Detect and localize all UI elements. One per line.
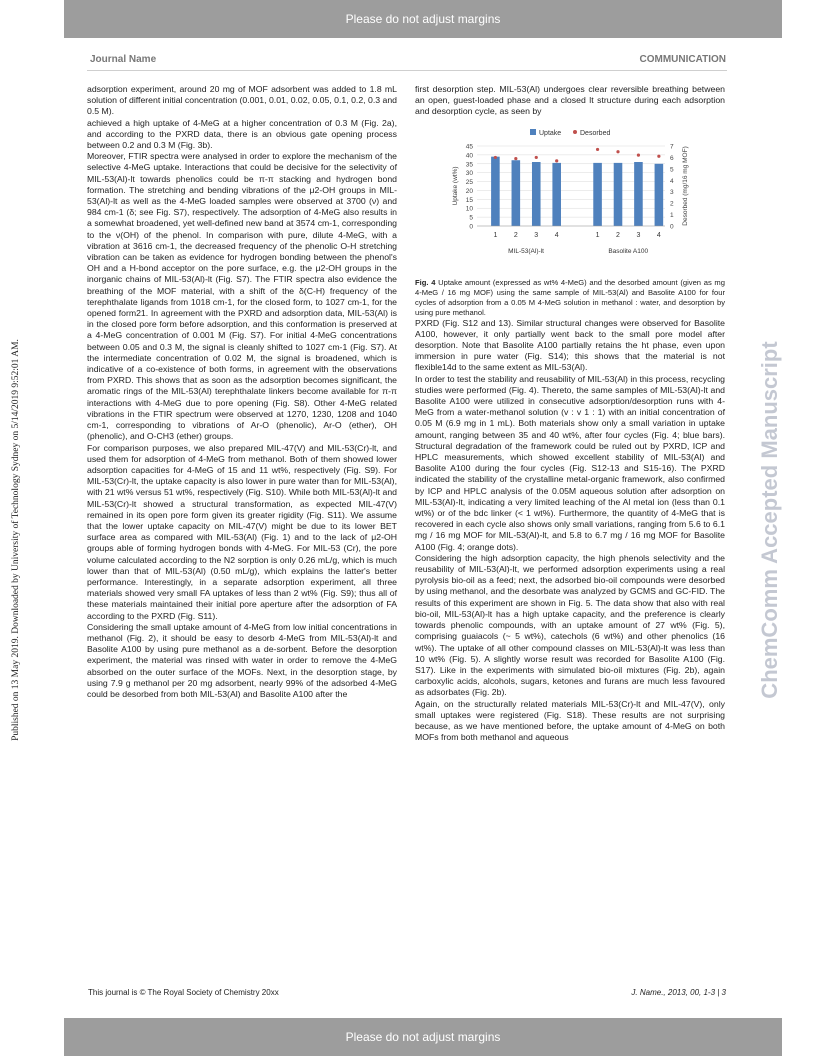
journal-name: Journal Name	[90, 54, 157, 65]
bottom-margin-note: Please do not adjust margins	[345, 1030, 501, 1044]
y-tick-label: 35	[465, 160, 473, 168]
desorbed-point	[616, 150, 619, 153]
figure-caption	[415, 278, 725, 318]
y2-tick-label: 3	[670, 188, 674, 196]
paragraph: Again, on the structurally related materials MIL-53(Cr)-lt and MIL-47(V), only small uptakes were registered (Fig. S18). These results are not surprising because, as we have mentioned before, the uptake amount of 4-MeG on both MOFs from both methanol and aqueous	[415, 698, 725, 743]
legend-desorbed-label: Desorbed	[580, 129, 611, 137]
x-tick-label: 4	[554, 231, 559, 239]
bottom-margin-bar	[64, 1018, 782, 1056]
paragraph: adsorption experiment, around 20 mg of MOF adsorbent was added to 1.8 mL solution of different initial concentration (0.001, 0.01, 0.02, 0.05, 0.1, 0.2, 0.3 and 0.5 M).	[87, 84, 397, 117]
y-tick-label: 10	[465, 205, 473, 213]
page-citation: J. Name., 2013, 00, 1-3 | 3	[631, 988, 726, 997]
paragraph: Considering the small uptake amount of 4-MeG from low initial concentrations in methanol (Fig. 2), it should be easy to desorb 4-MeG from MIL-53(Al)-lt and Basolite A100 by using pure methanol as a de-sorbent. Before the desorption experiment, the material was rinsed with water in order to remove the 4-MeG absorbed on the outer surface of the MOFs. Next, in the desorption stage, by using 7.9 g methanol per 20 mg adsorbent, nearly 99% of the adsorbed 4-MeG could be desorbed from both MIL-53(Al) and Basolite A100 after the	[87, 621, 397, 699]
paragraph: For comparison purposes, we also prepared MIL-47(V) and MIL-53(Cr)-lt, and used them for adsorption of 4-MeG from methanol. Both of them showed lower adsorption capacities for 4-MeG of 15 and 11 wt%, respectively (Fig. S9). For MIL-53(Cr)-lt, the uptake capacity is also lower in pure water than for MIL-53(Al), with 21 wt% versus 51 wt%, respectively (Fig. S10). While both MIL-53(Al)-lt and MIL-53(Cr)-lt showed a structural transformation, as expected MIL-47(V) remained in its open pore form given its greater rigidity (Fig. S11). We assume that the lower uptake capacity on MIL-47(V) might be due to its lower BET surface area as compared with MIL-53(Al) (Fig. 1) and to the lack of μ2-OH groups able of forming hydrogen bonds with 4-MeG. For MIL-53 (Cr), the pore volume calculated according to the N2 sorption is only 0.26 mL/g, which is much lower than that of MIL-53(Al) (0.50 mL/g), which explains the latter's better performance. Interestingly, in a separate adsorption experiment, all three materials showed very small FA uptakes of less than 2 wt% (Fig. S9); thus all of these materials maintained their initial pore aperture after the adsorption of FA according to the PXRD (Fig. S11).	[87, 442, 397, 621]
paragraph: PXRD (Fig. S12 and 13). Similar structural changes were observed for Basolite A100, however, it only partially went back to the small pore model after desorption. Note that Basolite A100 partially retains the ht phase, even upon immersion in pure water (Fig. S14); this shows that the material is not flexible14d to the same extent as MIL-53(Al).	[415, 317, 725, 373]
y2-tick-label: 7	[670, 143, 674, 151]
legend-desorbed-swatch	[573, 130, 577, 134]
top-margin-bar	[64, 0, 782, 38]
y2-tick-label: 2	[670, 200, 674, 208]
desorbed-point	[494, 155, 497, 158]
group-label: MIL-53(Al)-lt	[508, 247, 544, 255]
y-tick-label: 0	[469, 223, 473, 231]
figure-caption-text: Uptake amount (expressed as wt% 4-MeG) and the desorbed amount (given as mg 4-MeG / 16 mg MOF) using the same sample of MIL-53(Al) and Basolite A100 for four cycles of adsorption from a 0.05 M 4-MeG solution in methanol : water, and desorption by using pure methanol.	[415, 277, 725, 317]
uptake-bar	[512, 160, 521, 226]
uptake-bar	[593, 162, 602, 225]
y-tick-label: 15	[465, 196, 473, 204]
paragraph: Moreover, FTIR spectra were analysed in order to explore the mechanism of the selective 4-MeG uptake. Interactions that could be decisive for the selectivity of MIL-53(Al)-lt towards phenolics could be π-π stacking and hydrogen bond formation. The stretching and bending vibrations of the μ2-OH groups in MIL-53(Al)-lt as well as the 4-MeG loaded samples were observed at 3700 (ν) and 984 cm-1 (δ; see Fig. S7), respectively. The adsorption of 4-MeG also results in a somewhat broadened, yet well-defined new band at 3574 cm-1, corresponding to the ν(OH) of the phenol. In comparison with pure, dilute 4-MeG, with a vibration at 3616 cm-1, the decreased frequency of the phenolic O-H stretching vibration can be taken as evidence for hydrogen bonding between the phenol's OH and a H-bond acceptor on the pore surface, e.g. the μ2-OH groups in the inorganic chains of MIL-53(Al)-lt (Fig. S7). The FTIR spectra also evidence the breathing of the MOF material, with a shift of the δ(C-H) frequency of the terephthalate ligands from 1018 cm-1, for the closed form, to 1027 cm-1, for the opened form21. In agreement with the PXRD and adsorption data, MIL-53(Al) is in the closed pore form before adsorption, and this conformation is preserved at a 4-MeG concentration of 0.001 M (Fig. S7). For initial 4-MeG concentrations between 0.05 and 0.3 M, the signal is cleanly shifted to 1027 cm-1 (Fig. S7). At the intermediate concentration of 0.02 M, the signal is broadened, which is indicative of a co-existence of both forms, in agreement with the observations from PXRD. This shows that as soon as the adsorption becomes significant, the aromatic rings of the MIL-53(Al) terephthalate linkers become available for π-π interactions with 4-MeG due to pore opening (Fig. S8). Other 4-MeG related vibrations in the FTIR spectrum were observed at 1270, 1230, 1208 and 1040 cm-1, corresponding to vibrations of Ar-O (phenolic), Ar-O (ether), OH (phenolic), and O-CH3 (ether) groups.	[87, 151, 397, 442]
desorbed-point	[535, 155, 538, 158]
copyright-footer: This journal is © The Royal Society of Chemistry 20xx	[88, 988, 279, 997]
right-column	[415, 84, 725, 743]
header-divider	[87, 70, 727, 71]
desorbed-point	[596, 147, 599, 150]
top-margin-note: Please do not adjust margins	[345, 12, 501, 26]
desorbed-point	[637, 153, 640, 156]
x-tick-label: 1	[493, 231, 498, 239]
section-label: COMMUNICATION	[639, 54, 726, 65]
x-tick-label: 4	[656, 231, 661, 239]
x-tick-label: 2	[513, 231, 518, 239]
y-tick-label: 20	[465, 187, 473, 195]
y2-tick-label: 5	[670, 165, 674, 173]
y-tick-label: 45	[465, 143, 473, 151]
y-tick-label: 5	[469, 214, 473, 222]
y-tick-label: 40	[465, 151, 473, 159]
paragraph: In order to test the stability and reusability of MIL-53(Al) in this process, recycling studies were performed (Fig. 4). Thereto, the same samples of MIL-53(Al)-lt and Basolite A100 were utilized in consecutive adsorption/desorption runs with 4-MeG from a water-methanol solution (v : v 1 : 1) with an initial concentration of 0.05 M (6.9 mg in 1 mL). Both materials show only a small variation in uptake amount, ranging between 35 and 40 wt%, after four cycles (Fig. 4; blue bars). Structural degradation of the framework could be ruled out by PXRD, ICP and HPLC measurements, which showed excellent stability of MIL-53(Al) and Basolite A100 during the four cycles (Fig. S12-13 and S15-16). The PXRD indicated the stability of the crystalline metal-organic framework, also confirmed by ICP and HPLC analysis of the 0.05M aqueous solution after adsorption on MIL-53(Al)-lt, indicating a very limited leaching of the Al metal ion (less than 0.1 wt%) or of the bdc linker (< 1 wt%). Furthermore, the quantity of 4-MeG that is recovered in each cycle also shows only small variations, ranging from 5.6 to 6.1 mg / 16 mg MOF for MIL-53(Al)-lt, and 5.8 to 6.7 mg / 16 mg MOF for Basolite A100 (Fig. 4; orange dots).	[415, 373, 725, 552]
x-tick-label: 3	[534, 231, 539, 239]
uptake-bar	[614, 162, 623, 225]
x-tick-label: 2	[616, 231, 620, 239]
desorbed-point	[657, 154, 660, 157]
paragraph: achieved a high uptake of 4-MeG at a higher concentration of 0.3 M (Fig. 2a), and according to the PXRD data, there is an obvious gate opening process between 0.2 and 0.3 M (Fig. 3b).	[87, 117, 397, 151]
y2-axis-label: Desorbed (mg/16 mg MOF)	[682, 145, 689, 226]
y-tick-label: 30	[465, 169, 473, 177]
y2-tick-label: 1	[670, 211, 674, 219]
uptake-bar	[552, 162, 561, 225]
publication-note: Published on 13 May 2019. Downloaded by University of Technology Sydney on 5/14/2019 9:52:01 AM.	[11, 339, 21, 741]
y2-tick-label: 4	[670, 177, 674, 185]
paragraph: first desorption step. MIL-53(Al) undergoes clear reversible breathing between an open, guest-loaded phase and a closed lt structure during each adsorption and desorption cycle, as seen by	[415, 84, 725, 117]
legend-uptake-label: Uptake	[539, 129, 562, 137]
figure-4	[415, 124, 725, 274]
desorbed-point	[555, 159, 558, 162]
y-axis-label: Uptake (wt%)	[452, 166, 459, 206]
y2-tick-label: 0	[670, 223, 674, 231]
uptake-desorption-chart	[415, 124, 725, 274]
paragraph: Considering the high adsorption capacity, the high phenols selectivity and the reusability of MIL-53(Al)-lt, we performed adsorption experiments using a real pyrolysis bio-oil as a feed; next, the adsorbed bio-oil compounds were desorbed by using methanol, and the desorbate was analyzed by GCMS and GC-FID. The results of this experiment are shown in Fig. 5. The data show that also with real bio-oil, MIL-53(Al)-lt has a high uptake capacity, and the preference is clearly towards phenolic compounds, with an uptake amount of 27 wt% (Fig. 5), comprising guaiacols (~ 5 wt%), catechols (6 wt%) and other phenolics (16 wt%). The uptake of all other compound classes on MIL-53(Al)-lt was less than 10 wt% (Fig. 5). A slightly worse result was recorded for Basolite A100 (Fig. S17). Like in the experiments with simulated bio-oil mixtures (Fig. 2b), again carboxylic acids, alcohols, sugars, ketones and furans are much less favoured as adsorbates (Fig. 2b).	[415, 552, 725, 698]
uptake-bar	[491, 156, 500, 225]
left-column	[87, 84, 397, 700]
accepted-manuscript-watermark: ChemComm Accepted Manuscript	[757, 341, 782, 699]
figure-caption-label: Fig. 4	[415, 277, 436, 287]
uptake-bar	[532, 162, 541, 226]
y2-tick-label: 6	[670, 154, 674, 162]
uptake-bar	[634, 162, 643, 226]
x-tick-label: 1	[595, 231, 600, 239]
desorbed-point	[514, 157, 517, 160]
legend-uptake-swatch	[530, 129, 536, 135]
uptake-bar	[655, 163, 664, 225]
group-label: Basolite A100	[608, 247, 649, 255]
y-tick-label: 25	[465, 178, 473, 186]
x-tick-label: 3	[636, 231, 641, 239]
